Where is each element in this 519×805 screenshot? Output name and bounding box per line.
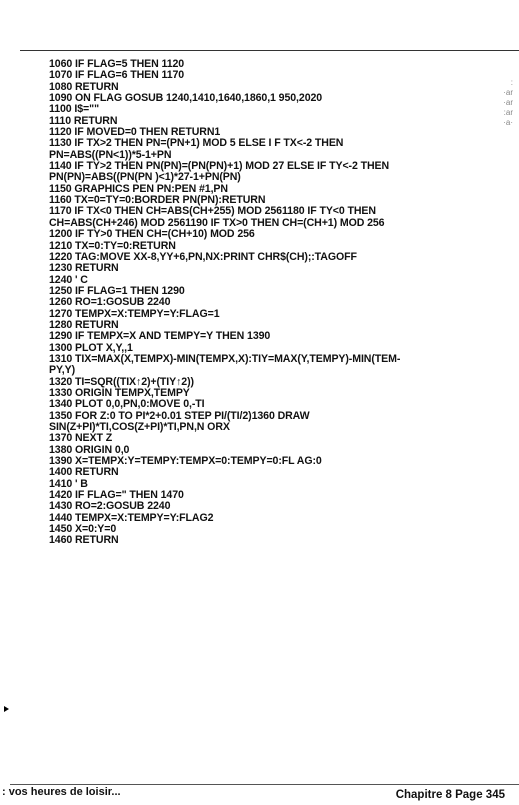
code-line: 1400 RETURN [49,466,119,479]
code-line: 1340 PLOT 0,0,PN,0:MOVE 0,-TI [49,398,205,411]
code-line: 1350 FOR Z:0 TO PI*2+0.01 STEP PI/(TI/2)1360 DRAW [49,409,310,422]
code-line: CH=ABS(CH+246) MOD 2561190 IF TX>0 THEN CH=(CH+1) MOD 256 [49,216,385,229]
code-line: PY,Y) [49,364,75,377]
code-line: 1460 RETURN [49,534,119,547]
code-line: 1390 X=TEMPX:Y=TEMPY:TEMPX=0:TEMPY=0:FL AG:0 [49,455,322,468]
code-line: 1310 TIX=MAX(X,TEMPX)-MIN(TEMPX,X):TIY=MAX(Y,TEMPY)-MIN(TEM- [49,352,401,365]
code-line: 1370 NEXT Z [49,432,113,445]
code-line: PN=ABS((PN<1))*5-1+PN [49,148,172,161]
code-line: 1410 ' B [49,477,88,490]
code-line: 1230 RETURN [49,262,119,275]
code-line: 1220 TAG:MOVE XX-8,YY+6,PN,NX:PRINT CHR$(CH);:TAGOFF [49,250,357,263]
code-line: 1130 IF TX>2 THEN PN=(PN+1) MOD 5 ELSE I F TX<-2 THEN [49,137,344,150]
code-line: 1210 TX=0:TY=0:RETURN [49,239,176,252]
code-line: SIN(Z+PI)*TI,COS(Z+PI)*TI,PN,N ORX [49,421,230,433]
bottom-rule [10,784,519,785]
code-line: 1170 IF TX<0 THEN CH=ABS(CH+255) MOD 2561180 IF TY<0 THEN [49,205,376,218]
code-line: 1300 PLOT X,Y,,1 [49,341,133,354]
code-line: 1080 RETURN [49,80,119,93]
code-line: 1060 IF FLAG=5 THEN 1120 [49,58,185,70]
code-line: 1240 ' C [49,273,88,286]
top-rule [20,50,519,51]
code-line: 1160 TX=0=TY=0:BORDER PN(PN):RETURN [49,194,266,207]
code-line: 1420 IF FLAG=" THEN 1470 [49,489,184,502]
pointer-mark-icon [4,706,9,712]
footer-book-title: : vos heures de loisir... [2,786,121,798]
code-line: 1380 ORIGIN 0,0 [49,443,130,456]
code-line: 1250 IF FLAG=1 THEN 1290 [49,284,185,297]
code-line: 1100 I$="" [49,103,99,116]
code-line: 1260 RO=1:GOSUB 2240 [49,296,171,309]
code-line: 1090 ON FLAG GOSUB 1240,1410,1640,1860,1 950,2020 [49,92,323,105]
basic-code-listing [49,59,514,547]
code-line: 1270 TEMPX=X:TEMPY=Y:FLAG=1 [49,307,220,320]
code-line: 1110 RETURN [49,114,118,127]
code-line: 1330 ORIGIN TEMPX,TEMPY [49,386,190,399]
code-line: 1070 IF FLAG=6 THEN 1170 [49,69,185,82]
code-line: 1150 GRAPHICS PEN PN:PEN #1,PN [49,182,228,195]
code-line: 1140 IF TY>2 THEN PN(PN)=(PN(PN)+1) MOD 27 ELSE IF TY<-2 THEN [49,160,390,173]
footer-page-number: Chapitre 8 Page 345 [395,789,505,801]
code-line: PN(PN)=ABS((PN(PN )<1)*27-1+PN(PN) [49,171,241,184]
code-line: 1450 X=0:Y=0 [49,523,117,536]
code-line: 1200 IF TY>0 THEN CH=(CH+10) MOD 256 [49,228,255,241]
code-line: 1290 IF TEMPX=X AND TEMPY=Y THEN 1390 [49,330,271,343]
margin-marks: : ·ar ·ar :ar ·a· [503,78,513,127]
code-line: 1440 TEMPX=X:TEMPY=Y:FLAG2 [49,511,214,524]
code-line: 1120 IF MOVED=0 THEN RETURN1 [49,126,221,139]
code-line: 1430 RO=2:GOSUB 2240 [49,500,171,513]
code-line: 1280 RETURN [49,318,119,331]
code-line: 1320 TI=SQR((TIX↑2)+(TIY↑2)) [49,375,194,388]
